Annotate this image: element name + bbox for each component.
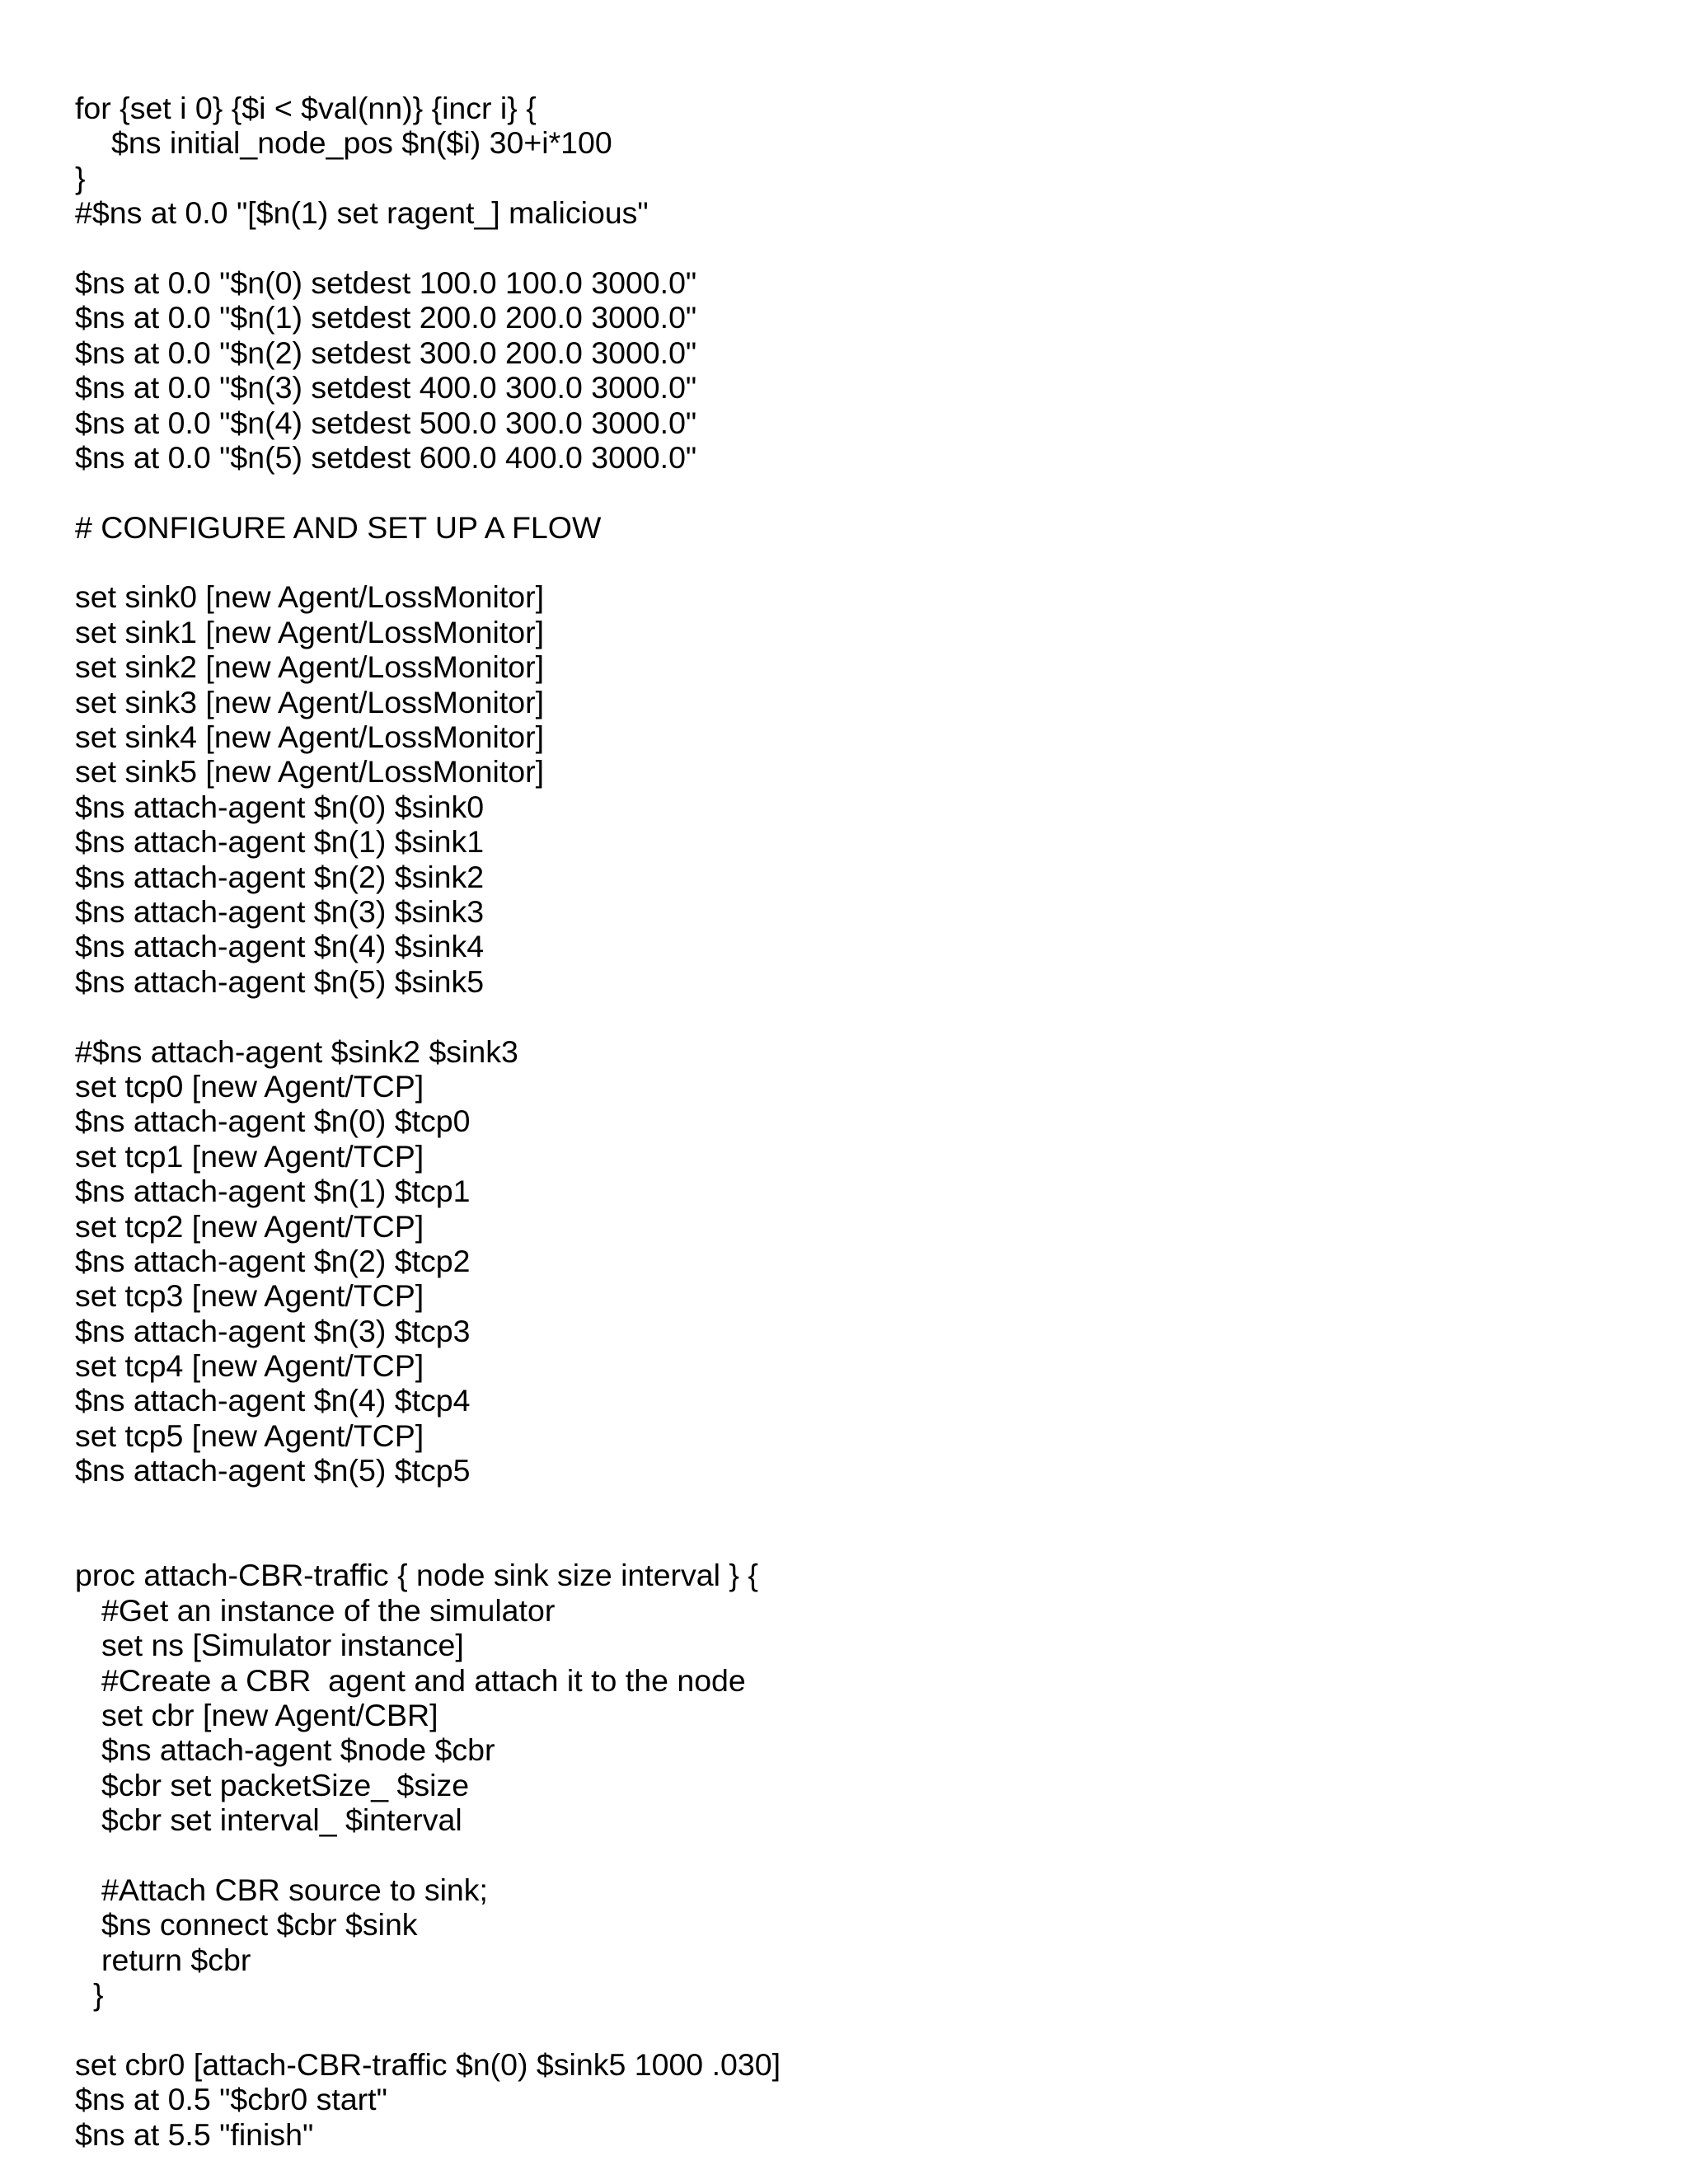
code-line: $ns at 0.0 "$n(2) setdest 300.0 200.0 3000.0" [75, 335, 697, 370]
code-line: #Create a CBR agent and attach it to the node [101, 1662, 746, 1698]
code-line: $ns attach-agent $n(4) $sink4 [75, 929, 485, 964]
code-line: } [93, 1977, 104, 2013]
code-line: #$ns at 0.0 "[$n(1) set ragent_] malicious" [75, 195, 649, 231]
code-line: set sink1 [new Agent/LossMonitor] [75, 614, 545, 649]
code-line: set cbr [new Agent/CBR] [101, 1697, 438, 1732]
code-comment-heading: # CONFIGURE AND SET UP A FLOW [75, 509, 602, 545]
code-line: } [75, 160, 86, 195]
code-line: set cbr0 [attach-CBR-traffic $n(0) $sink5 1000 .030] [75, 2046, 781, 2082]
code-line: $ns initial_node_pos $n($i) 30+i*100 [111, 125, 612, 161]
code-line: for {set i 0} {$i < $val(nn)} {incr i} { [75, 91, 537, 125]
blank-line [75, 545, 781, 579]
code-line: $cbr set interval_ $interval [101, 1802, 462, 1838]
code-line: set sink4 [new Agent/LossMonitor] [75, 719, 545, 755]
code-line: $ns at 5.5 "finish" [75, 2116, 314, 2152]
code-line: $ns attach-agent $n(0) $tcp0 [75, 1104, 471, 1139]
code-line: $cbr set packetSize_ $size [101, 1767, 470, 1802]
code-line: $ns attach-agent $n(3) $sink3 [75, 893, 485, 929]
code-line: set tcp0 [new Agent/TCP] [75, 1068, 424, 1104]
code-line: $ns attach-agent $n(4) $tcp4 [75, 1383, 471, 1418]
code-line: $ns attach-agent $n(1) $sink1 [75, 824, 485, 860]
code-line: set sink2 [new Agent/LossMonitor] [75, 649, 545, 685]
code-line: $ns attach-agent $n(0) $sink0 [75, 789, 485, 824]
code-line: $ns attach-agent $n(3) $tcp3 [75, 1313, 471, 1348]
code-line: #Get an instance of the simulator [101, 1592, 556, 1628]
code-line: set tcp5 [new Agent/TCP] [75, 1418, 424, 1453]
code-line: set sink3 [new Agent/LossMonitor] [75, 684, 545, 719]
blank-line [75, 231, 781, 265]
code-line: set tcp3 [new Agent/TCP] [75, 1278, 424, 1314]
code-line: set tcp4 [new Agent/TCP] [75, 1348, 424, 1384]
code-line: set sink0 [new Agent/LossMonitor] [75, 579, 545, 615]
code-line: $ns at 0.0 "$n(0) setdest 100.0 100.0 3000.0" [75, 265, 697, 300]
blank-line [75, 1488, 781, 1523]
code-line: return $cbr [101, 1942, 251, 1977]
code-line: $ns attach-agent $n(2) $tcp2 [75, 1243, 471, 1278]
code-line: #$ns attach-agent $sink2 $sink3 [75, 1033, 518, 1069]
code-line: $ns at 0.0 "$n(1) setdest 200.0 200.0 3000.0" [75, 300, 697, 335]
code-line: $ns attach-agent $n(2) $sink2 [75, 859, 485, 894]
code-line: $ns attach-agent $node $cbr [101, 1732, 495, 1768]
code-line: set tcp2 [new Agent/TCP] [75, 1208, 424, 1244]
code-line: $ns at 0.5 "$cbr0 start" [75, 2082, 387, 2117]
code-line: proc attach-CBR-traffic { node sink size interval } { [75, 1558, 758, 1593]
code-listing [75, 91, 781, 2152]
blank-line [75, 2012, 781, 2046]
code-line: $ns attach-agent $n(5) $tcp5 [75, 1453, 471, 1488]
code-line: $ns connect $cbr $sink [101, 1907, 418, 1943]
code-line: set tcp1 [new Agent/TCP] [75, 1138, 424, 1174]
code-line: #Attach CBR source to sink; [101, 1872, 488, 1907]
blank-line [75, 475, 781, 509]
blank-line [75, 999, 781, 1033]
code-line: set ns [Simulator instance] [101, 1628, 464, 1663]
blank-line [75, 1838, 781, 1872]
code-line: $ns at 0.0 "$n(5) setdest 600.0 400.0 3000.0" [75, 439, 697, 475]
code-line: set sink5 [new Agent/LossMonitor] [75, 754, 545, 790]
code-line: $ns attach-agent $n(1) $tcp1 [75, 1174, 471, 1209]
code-line: $ns at 0.0 "$n(3) setdest 400.0 300.0 3000.0" [75, 370, 697, 405]
code-line: $ns at 0.0 "$n(4) setdest 500.0 300.0 3000.0" [75, 405, 697, 440]
code-line: $ns attach-agent $n(5) $sink5 [75, 963, 485, 999]
blank-line [75, 1523, 781, 1558]
